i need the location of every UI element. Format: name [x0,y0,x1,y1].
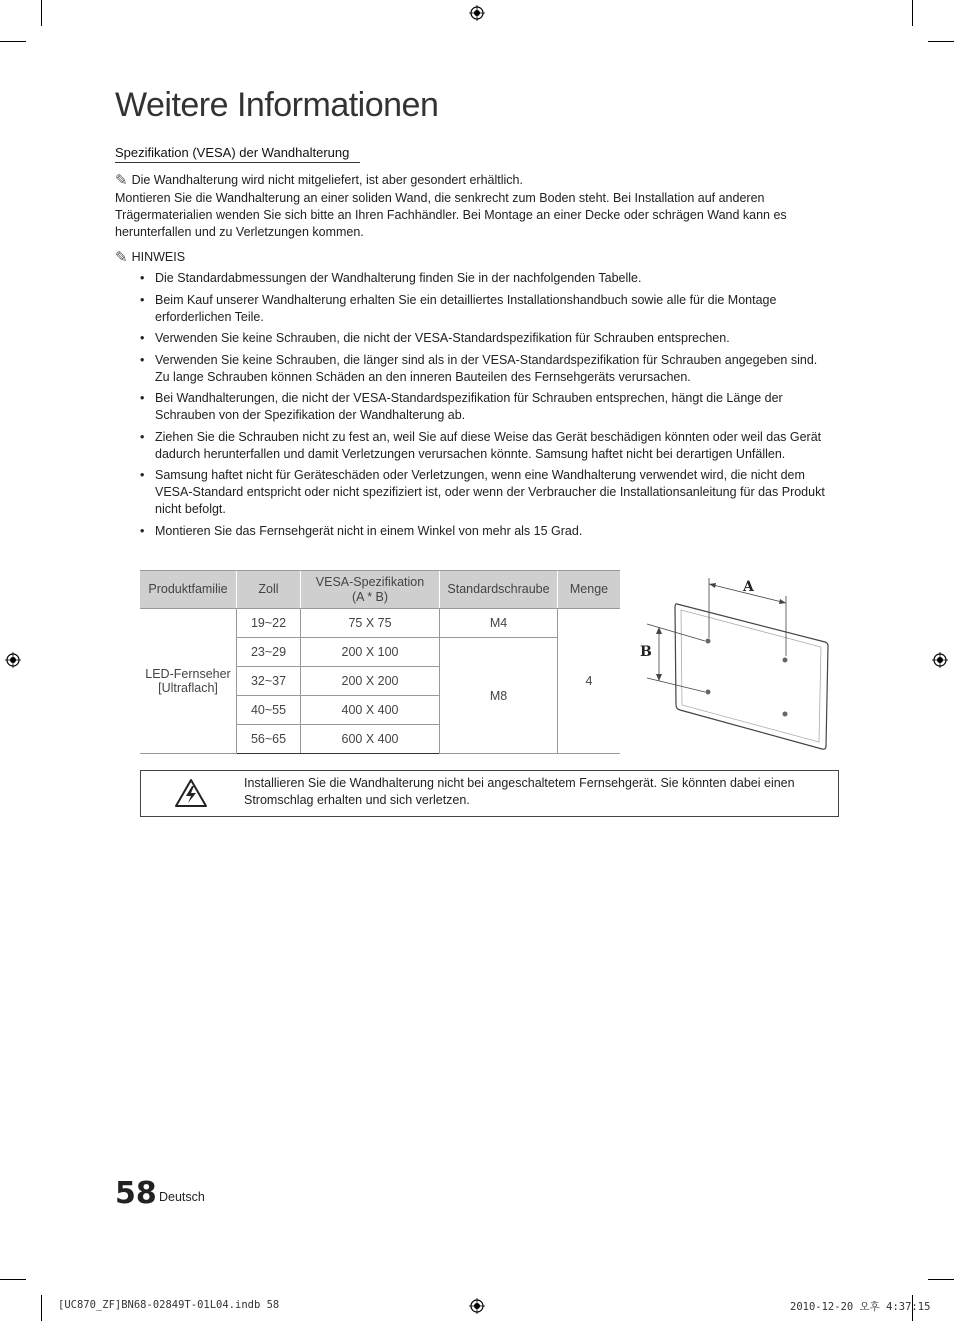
registration-mark-icon [932,652,948,668]
crop-mark [41,1295,42,1321]
header-vesa [301,571,440,609]
crop-mark [0,41,26,42]
pencil-note-icon: ✎ [115,172,128,189]
family-line2: [Ultraflach] [158,681,218,695]
page-number: 58 [115,1176,157,1211]
cell-vesa: 200 X 100 [301,638,440,667]
crop-mark [912,0,913,26]
list-item: • Die Standardabmessungen der Wandhalterung finden Sie in der nachfolgenden Tabelle. [138,270,828,287]
section-heading: Spezifikation (VESA) der Wandhalterung [115,145,360,163]
page-title: Weitere Informationen [115,86,439,124]
table-row [140,609,620,638]
registration-mark-icon [5,652,21,668]
header-standard-screw: Standardschraube [440,571,558,609]
header-vesa-line2: (A * B) [351,589,389,604]
crop-mark [928,41,954,42]
list-item: • Verwenden Sie keine Schrauben, die länger sind als in der VESA-Standardspezifikation für Schrauben angegeben sind. Zu lange Schrauben können Schäden an den inneren Bauteilen des Fernsehgeräts verursachen. [138,352,828,386]
cell-inch: 40~55 [237,696,301,725]
cell-inch: 19~22 [237,609,301,638]
page-language: Deutsch [159,1190,205,1204]
pencil-note-icon: ✎ [115,249,128,266]
list-item: • Beim Kauf unserer Wandhalterung erhalten Sie ein detailliertes Installationshandbuch sowie alle für die Montage erforderlichen Teile. [138,292,828,326]
cell-vesa: 600 X 400 [301,725,440,754]
screw-hole-icon [706,639,711,644]
list-item: • Bei Wandhalterungen, die nicht der VESA-Standardspezifikation für Schrauben entsprechen, hängt die Länge der Schrauben von der Spezifikation der Wandhalterung ab. [138,390,828,424]
header-inch: Zoll [237,571,301,609]
cell-product-family [140,609,237,754]
registration-mark-icon [469,1298,485,1314]
warning-box [140,770,839,817]
header-product-family: Produktfamilie [140,571,237,609]
screw-hole-icon [706,690,711,695]
list-item: • Samsung haftet nicht für Geräteschäden oder Verletzungen, wenn eine Wandhalterung verwendet wird, die nicht dem VESA-Standard entspricht oder nicht spezifiziert ist, oder wenn der Verbraucher die Installationsanleitung für das Produkt nicht befolgt. [138,467,828,518]
list-item: • Montieren Sie das Fernsehgerät nicht in einem Winkel von mehr als 15 Grad. [138,523,828,540]
print-file-info: [UC870_ZF]BN68-02849T-01L04.indb 58 [58,1299,280,1311]
header-vesa-line1: VESA-Spezifikation [315,574,425,589]
arrow-icon [656,674,662,681]
family-line1: LED-Fernseher [145,667,231,681]
list-item: • Verwenden Sie keine Schrauben, die nicht der VESA-Standardspezifikation für Schrauben entsprechen. [138,330,828,347]
cell-vesa: 400 X 400 [301,696,440,725]
print-date-info: 2010-12-20 오후 4:37:15 [790,1301,931,1313]
table-header-row [140,571,620,609]
vesa-spec-table [140,570,620,754]
tv-back-panel [675,604,828,749]
dimension-a-label: A [743,579,754,595]
list-item: • Ziehen Sie die Schrauben nicht zu fest an, weil Sie auf diese Weise das Gerät beschädigen könnten oder weil das Gerät dadurch herunterfallen und damit Verletzungen verursachen könnte. Samsung haftet nicht bei derartigen Unfällen. [138,429,828,463]
cell-inch: 23~29 [237,638,301,667]
screw-hole-icon [783,658,788,663]
crop-mark [928,1279,954,1280]
arrow-icon [709,583,716,588]
note-not-included [115,171,523,189]
cell-inch: 56~65 [237,725,301,754]
warning-text: Installieren Sie die Wandhalterung nicht bei angeschaltetem Fernsehgerät. Sie könnten dabei einen Stromschlag erhalten und sich verletzen. [244,776,795,807]
cell-vesa: 200 X 200 [301,667,440,696]
crop-mark [41,0,42,26]
hint-label: HINWEIS [131,250,186,264]
registration-mark-icon [469,5,485,21]
note-not-included-text: Die Wandhalterung wird nicht mitgeliefert, ist aber gesondert erhältlich. [131,173,523,187]
tv-back-mount-diagram [625,570,835,755]
arrow-icon [779,599,786,604]
cell-screw: M4 [440,609,558,638]
mounting-paragraph: Montieren Sie die Wandhalterung an einer soliden Wand, die senkrecht zum Boden steht. Bei Installation auf anderen Trägermaterialien wenden Sie sich bitte an Ihren Fachhändler. Bei Montage an einer Decke oder schrägen Wand kann es herunterfallen und zu Verletzungen kommen. [115,191,787,239]
header-quantity: Menge [558,571,621,609]
dimension-b-label: B [640,644,652,660]
crop-mark [0,1279,26,1280]
cell-screw: M8 [440,638,558,754]
cell-inch: 32~37 [237,667,301,696]
cell-quantity: 4 [558,609,621,754]
hint-heading [115,248,185,266]
cell-vesa: 75 X 75 [301,609,440,638]
screw-hole-icon [783,712,788,717]
hint-bullet-list [138,270,828,544]
electric-shock-warning-icon [174,778,208,808]
